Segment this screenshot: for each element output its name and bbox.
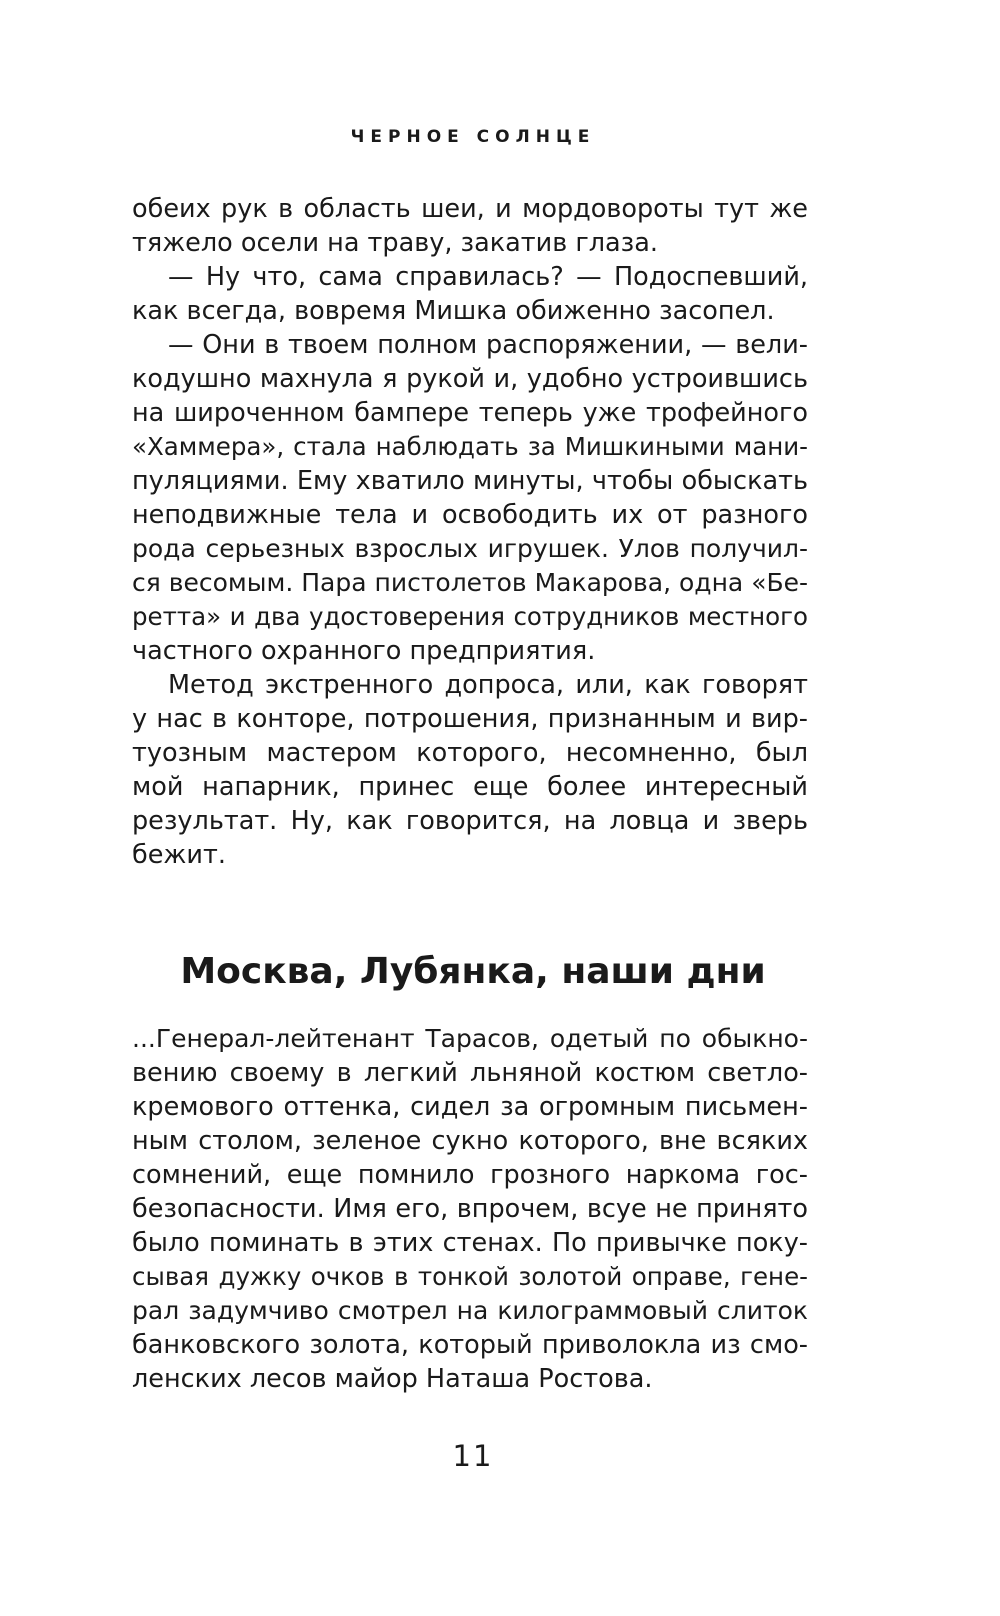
text-line: тяжело осели на траву, закатив глаза. [132, 228, 658, 258]
text-line: ретта» и два удостоверения сотрудников местного [132, 602, 808, 631]
text-line: ным столом, зеленое сукно которого, вне всяких [132, 1126, 808, 1156]
text-line: «Хаммера», стала наблюдать за Мишкиными мани- [132, 432, 808, 461]
text-line: рал задумчиво смотрел на килограммовый слиток [132, 1296, 808, 1325]
text-line: ...Генерал-лейтенант Тарасов, одетый по обыкно- [132, 1024, 808, 1053]
text-line: рода серьезных взрослых игрушек. Улов получил- [132, 534, 808, 563]
text-line: сывая дужку очков в тонкой золотой оправе, гене- [132, 1262, 808, 1291]
text-line: результат. Ну, как говорится, на ловца и зверь [132, 806, 808, 836]
text-line: обеих рук в область шеи, и мордовороты тут же [132, 194, 808, 224]
text-line: кодушно махнула я рукой и, удобно устроившись [132, 364, 808, 394]
section-heading: Москва, Лубянка, наши дни [180, 951, 766, 992]
text-block-bottom [132, 1022, 808, 1396]
text-line: на широченном бампере теперь уже трофейного [132, 398, 808, 428]
text-line: ленских лесов майор Наташа Ростова. [132, 1364, 653, 1394]
text-line: было поминать в этих стенах. По привычке поку- [132, 1228, 808, 1258]
text-line: банковского золота, который приволокла из смо- [132, 1330, 808, 1360]
text-line: ся весомым. Пара пистолетов Макарова, одна «Бе- [132, 568, 809, 597]
page-number: 11 [452, 1439, 494, 1473]
text-line: — Они в твоем полном распоряжении, — вели- [168, 330, 808, 360]
text-line: — Ну что, сама справилась? — Подоспевший, [168, 262, 808, 292]
text-line: сомнений, еще помнило грозного наркома гос- [132, 1160, 808, 1190]
text-line: пуляциями. Ему хватило минуты, чтобы обыскать [132, 466, 808, 496]
text-line: мой напарник, принес еще более интересный [132, 772, 808, 802]
text-block-top [132, 192, 808, 872]
text-line: частного охранного предприятия. [132, 636, 596, 666]
running-head: ЧЕРНОЕ СОЛНЦЕ [350, 127, 596, 147]
text-line: безопасности. Имя его, впрочем, всуе не принято [132, 1194, 808, 1224]
text-line: туозным мастером которого, несомненно, был [132, 738, 808, 768]
text-line: как всегда, вовремя Мишка обиженно засопел. [132, 296, 775, 326]
text-line: неподвижные тела и освободить их от разного [132, 500, 808, 530]
text-line: у нас в конторе, потрошения, признанным и вир- [132, 704, 808, 734]
text-line: бежит. [132, 840, 226, 870]
text-line: вению своему в легкий льняной костюм светло- [132, 1058, 808, 1088]
text-line: кремового оттенка, сидел за огромным письмен- [132, 1092, 808, 1122]
text-line: Метод экстренного допроса, или, как говорят [168, 670, 808, 700]
